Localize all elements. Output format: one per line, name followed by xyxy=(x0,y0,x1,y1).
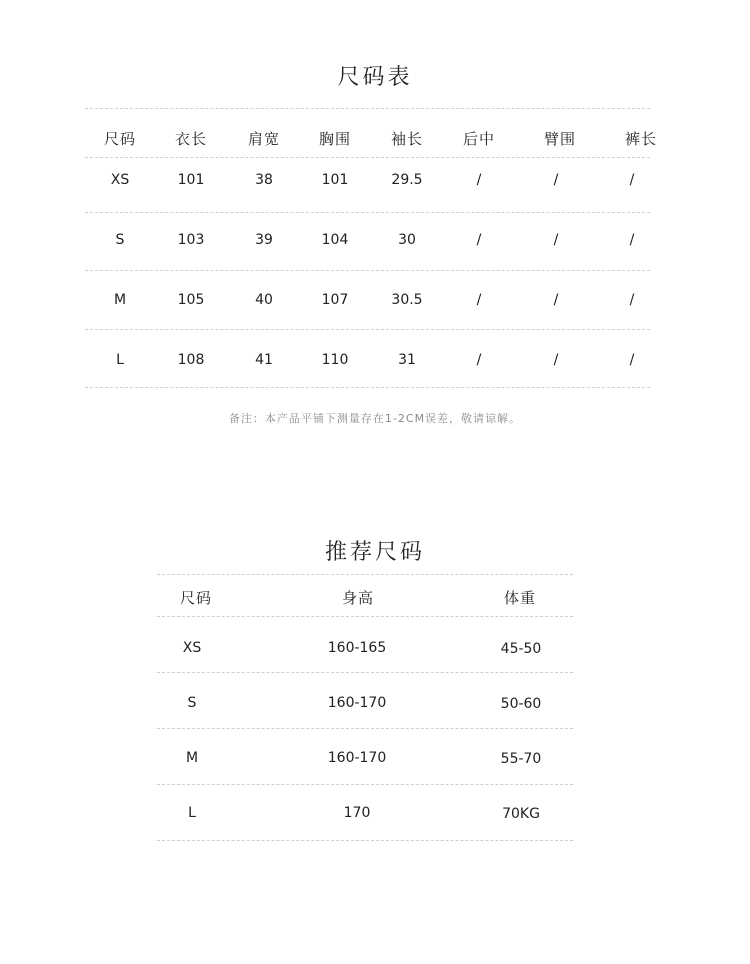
divider xyxy=(157,574,573,575)
divider xyxy=(85,329,650,330)
divider xyxy=(85,157,650,158)
cell: 31 xyxy=(398,352,416,368)
cell: M xyxy=(113,292,127,308)
header-chest: 胸围 xyxy=(318,130,352,148)
cell: / xyxy=(629,172,635,188)
divider xyxy=(85,387,650,388)
cell: / xyxy=(553,352,559,368)
cell: / xyxy=(629,232,635,248)
cell: / xyxy=(553,292,559,308)
cell: 30 xyxy=(398,232,416,248)
cell: L xyxy=(188,805,196,821)
header-arm: 臂围 xyxy=(543,130,577,148)
cell: 103 xyxy=(177,232,205,248)
cell: 170 xyxy=(343,805,371,821)
header-pants-length: 裤长 xyxy=(624,130,658,148)
cell: 105 xyxy=(177,292,205,308)
cell: 108 xyxy=(177,352,205,368)
cell: / xyxy=(553,172,559,188)
header-length: 衣长 xyxy=(174,130,208,148)
cell: 38 xyxy=(255,172,273,188)
cell: / xyxy=(476,232,482,248)
header-back: 后中 xyxy=(462,130,496,148)
cell: / xyxy=(476,292,482,308)
divider xyxy=(157,784,573,785)
divider xyxy=(157,840,573,841)
cell: / xyxy=(476,172,482,188)
cell: 101 xyxy=(177,172,205,188)
header-size: 尺码 xyxy=(103,130,137,148)
divider xyxy=(85,212,650,213)
divider xyxy=(157,616,573,617)
cell: 160-170 xyxy=(327,750,387,766)
cell: 41 xyxy=(255,352,273,368)
cell: S xyxy=(187,695,197,711)
cell: 40 xyxy=(255,292,273,308)
cell: 55-70 xyxy=(500,751,542,767)
cell: / xyxy=(629,292,635,308)
cell: 104 xyxy=(321,232,349,248)
divider xyxy=(157,672,573,673)
measurement-note: 备注：本产品平铺下测量存在1-2CM误差，敬请谅解。 xyxy=(228,412,522,425)
cell: 29.5 xyxy=(391,172,423,188)
cell: 160-170 xyxy=(327,695,387,711)
size-table-title: 尺码表 xyxy=(337,65,413,90)
cell: / xyxy=(476,352,482,368)
cell: 101 xyxy=(321,172,349,188)
cell: 30.5 xyxy=(391,292,423,308)
recommend-table-title: 推荐尺码 xyxy=(324,540,425,565)
cell: XS xyxy=(182,640,202,656)
cell: L xyxy=(116,352,124,368)
header-size: 尺码 xyxy=(179,589,213,607)
cell: 45-50 xyxy=(500,641,542,657)
cell: M xyxy=(185,750,199,766)
divider xyxy=(85,270,650,271)
cell: 107 xyxy=(321,292,349,308)
header-weight: 体重 xyxy=(503,589,537,607)
divider xyxy=(85,108,650,109)
cell: 39 xyxy=(255,232,273,248)
cell: S xyxy=(115,232,125,248)
cell: XS xyxy=(110,172,130,188)
header-shoulder: 肩宽 xyxy=(247,130,281,148)
cell: 160-165 xyxy=(327,640,387,656)
header-sleeve: 袖长 xyxy=(390,130,424,148)
header-height: 身高 xyxy=(341,589,375,607)
divider xyxy=(157,728,573,729)
cell: / xyxy=(629,352,635,368)
cell: 110 xyxy=(321,352,349,368)
cell: / xyxy=(553,232,559,248)
cell: 70KG xyxy=(502,806,540,822)
cell: 50-60 xyxy=(500,696,542,712)
